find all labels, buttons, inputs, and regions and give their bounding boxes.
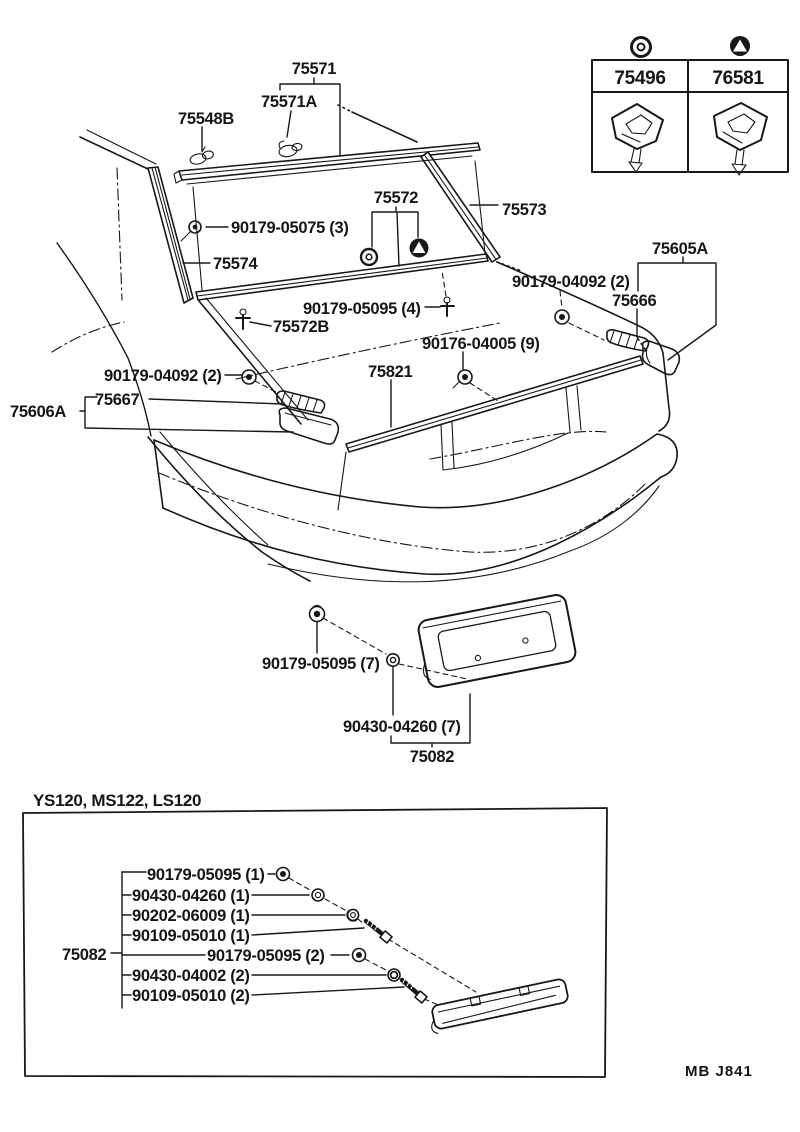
diagram-line	[559, 314, 565, 320]
diagram-line	[431, 978, 569, 1030]
diagram-line	[163, 477, 661, 574]
trunk-lid	[199, 262, 670, 510]
diagram-line	[189, 152, 207, 165]
label-75548B: 75548B	[178, 110, 234, 128]
diagram-line	[657, 434, 677, 477]
diagram-line	[246, 374, 252, 380]
label-90179-05095-4: 90179-05095 (4)	[303, 300, 421, 318]
diagram-line	[193, 187, 202, 290]
row-label: 90179-05095 (2)	[207, 947, 325, 965]
label-75606A: 75606A	[10, 403, 66, 421]
washer-icon	[347, 909, 358, 920]
end-cap-75667	[277, 391, 325, 413]
diagram-line	[280, 871, 286, 877]
diagram-line	[638, 339, 645, 349]
diagram-line	[453, 382, 459, 388]
label-75667: 75667	[95, 391, 140, 409]
variant-title: YS120, MS122, LS120	[33, 791, 202, 810]
diagram-line	[351, 913, 356, 918]
diagram-line	[236, 315, 250, 329]
washer-90430-04260-7-icon	[387, 654, 399, 666]
diagram-line	[632, 38, 651, 57]
label-90176-04005: 90176-04005 (9)	[422, 335, 540, 353]
diagram-line	[250, 322, 271, 326]
diagram-line	[285, 413, 331, 425]
clip-75571A-icon	[278, 141, 302, 158]
diagram-line	[159, 473, 647, 552]
diagram-line	[149, 399, 283, 404]
diagram-line	[148, 437, 310, 581]
diagram-line	[80, 137, 150, 170]
triangle-in-circle-icon	[730, 36, 750, 56]
label-90430-04260-7: 90430-04260 (7)	[343, 718, 461, 736]
label-75666: 75666	[612, 292, 657, 310]
diagram-line	[278, 144, 298, 158]
diagram-line	[280, 78, 340, 156]
diagram-line	[155, 167, 190, 299]
variant-box-labels	[33, 791, 325, 1005]
clip-legend-table	[592, 36, 788, 175]
label-75821: 75821	[368, 363, 413, 381]
row-label: 90430-04260 (1)	[132, 887, 250, 905]
label-75571: 75571	[291, 60, 337, 78]
diagram-line	[430, 431, 606, 459]
diagram-line	[52, 322, 124, 352]
diagram-line	[314, 611, 320, 617]
row-label: 90109-05010 (1)	[132, 927, 250, 945]
diagram-line	[181, 232, 190, 241]
diagram-line	[443, 433, 568, 470]
row-label: 90109-05010 (2)	[132, 987, 250, 1005]
diagram-line	[417, 593, 577, 688]
double-circle-marker	[361, 249, 377, 265]
label-90179-05095-7: 90179-05095 (7)	[262, 655, 380, 673]
screw-90179-05095-7-icon	[310, 606, 325, 622]
label-90179-04092-left: 90179-04092 (2)	[104, 367, 222, 385]
page-code: MB J841	[685, 1063, 753, 1080]
diagram-line	[338, 452, 346, 510]
diagram-line	[356, 952, 362, 958]
label-75082: 75082	[409, 748, 455, 766]
label-75574: 75574	[213, 255, 258, 273]
end-cap-75606A	[279, 408, 338, 444]
clip-90179-05095-4-icon	[441, 297, 454, 316]
legend-part-right: 76581	[712, 68, 764, 89]
diagram-line	[315, 892, 320, 897]
washer-icon	[388, 969, 400, 981]
row-label: 90179-05095 (1)	[147, 866, 265, 884]
diagram-line	[372, 207, 418, 266]
screw-icon	[402, 979, 427, 1003]
row-label: 90202-06009 (1)	[132, 907, 250, 925]
diagram-line	[152, 168, 188, 300]
plate-support-strip-drawing	[427, 978, 570, 1034]
diagram-line	[87, 130, 156, 164]
diagram-line	[366, 254, 372, 260]
rear-bumper	[148, 432, 677, 582]
row-label: 90430-04002 (2)	[132, 967, 250, 985]
diagram-line	[560, 291, 604, 340]
diagram-line	[154, 434, 657, 508]
screw-icon	[366, 920, 392, 943]
label-75573: 75573	[502, 201, 547, 219]
diagram-line	[638, 44, 645, 51]
diagram-line	[462, 374, 468, 380]
nut-icon	[277, 868, 290, 881]
diagram-line	[470, 383, 498, 401]
diagram-line	[193, 225, 198, 230]
diagram-line	[441, 303, 454, 316]
label-75571A: 75571A	[261, 93, 317, 111]
label-75572: 75572	[373, 189, 419, 207]
label-75572B: 75572B	[273, 318, 329, 336]
diagram-line	[268, 486, 659, 582]
diagram-line	[287, 111, 291, 137]
diagram-line	[117, 168, 122, 300]
diagram-line	[387, 654, 399, 666]
label-90179-04092-right: 90179-04092 (2)	[512, 273, 630, 291]
grommet-90176-04005-icon	[453, 370, 472, 388]
diagram-line	[366, 921, 381, 933]
legend-part-left: 75496	[614, 68, 666, 89]
variant-box	[23, 808, 607, 1077]
washer-icon	[312, 889, 324, 901]
label-75082-variant: 75082	[62, 946, 107, 964]
nut-icon	[353, 949, 366, 962]
label-75605A: 75605A	[652, 240, 708, 258]
diagram-line	[425, 155, 497, 260]
diagram-line	[291, 143, 302, 152]
clip-75572B-icon	[236, 309, 250, 329]
diagram-line	[352, 112, 417, 142]
diagram-line	[23, 808, 607, 1077]
diagram-line	[312, 889, 324, 901]
label-90179-05075: 90179-05075 (3)	[231, 219, 349, 237]
diagram-line	[361, 249, 377, 265]
double-circle-icon	[632, 38, 651, 57]
diagram-line	[390, 657, 395, 662]
diagram-line	[646, 345, 650, 363]
grommet-90179-04092-right-icon	[555, 310, 569, 324]
triangle-marker	[410, 239, 429, 258]
diagram-line	[391, 972, 398, 979]
diagram-line	[442, 271, 446, 296]
